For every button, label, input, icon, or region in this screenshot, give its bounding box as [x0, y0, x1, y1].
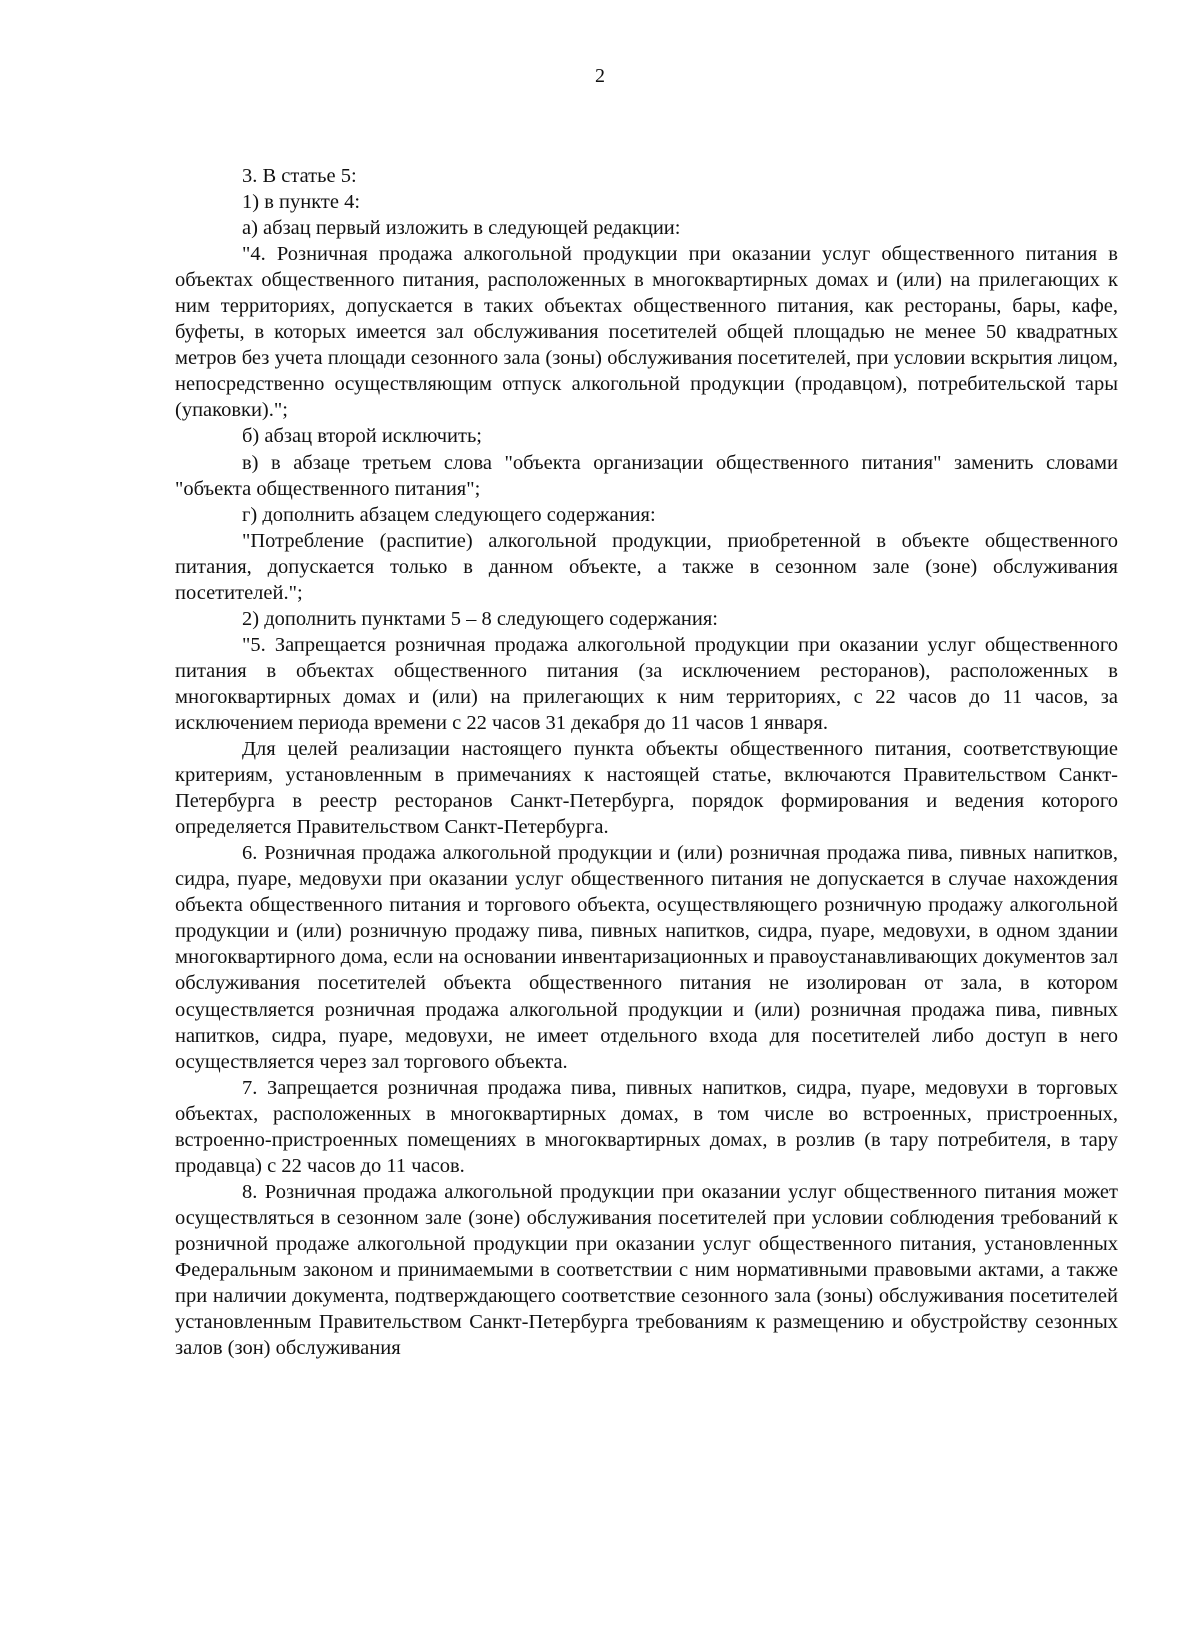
- paragraph-subitem-v: в) в абзаце третьем слова "объекта организации общественного питания" заменить словами "объекта общественного питания";: [175, 451, 1118, 500]
- paragraph-clause-6-text: 6. Розничная продажа алкогольной продукции и (или) розничная продажа пива, пивных напитков, сидра, пуаре, медовухи при оказании услуг общественного питания не допускается в случае нахождения объекта общественного питания и торгового объекта, осуществляющего розничную продажу алкогольной продукции и (или) розничную продажу пива, пивных напитков, сидра, пуаре, медовухи, в одном здании многоквартирного дома, если на основании инвентаризационных и правоустанавливающих документов зал обслуживания посетителей объекта общественного питания не изолирован от зала, в котором осуществляется розничная продажа алкогольной продукции и (или) розничная продажа пива, пивных напитков, сидра, пуаре, медовухи, не имеет отдельного входа для посетителей либо доступ в него осуществляется через зал торгового объекта.: [175, 842, 1118, 1073]
- paragraph-clause-5-registry: Для целей реализации настоящего пункта объекты общественного питания, соответствующие критериям, установленным в примечаниях к настоящей статье, включаются Правительством Санкт-Петербурга в реестр ресторанов Санкт-Петербурга, порядок формирования и ведения которого определяется Правительством Санкт-Петербурга.: [175, 738, 1118, 839]
- paragraph-clause-8-text: 8. Розничная продажа алкогольной продукции при оказании услуг общественного питания может осуществляться в сезонном зале (зоне) обслуживания посетителей при условии соблюдения требований к розничной продаже алкогольной продукции при оказании услуг общественного питания, установленных Федеральным законом и принимаемыми в соответствии с ним нормативными правовыми актами, а также при наличии документа, подтверждающего соответствие сезонного зала (зоны) обслуживания посетителей установленным Правительством Санкт-Петербурга требованиям к размещению и обустройству сезонных залов (зон) обслуживания: [175, 1180, 1118, 1360]
- paragraph-clause-4-text: "4. Розничная продажа алкогольной продукции при оказании услуг общественного питания в объектах общественного питания, расположенных в многоквартирных домах и (или) на прилегающих к ним территориях, допускается в таких объектах общественного питания, как рестораны, бары, кафе, буфеты, в которых имеется зал обслуживания посетителей общей площадью не менее 50 квадратных метров без учета площади сезонного зала (зоны) обслуживания посетителей, при условии вскрытия лицом, непосредственно осуществляющим отпуск алкогольной продукции (продавцом), потребительской тары (упаковки).";: [175, 243, 1118, 422]
- paragraph-article-5-heading: 3. В статье 5:: [242, 165, 357, 187]
- page-number: 2: [595, 65, 605, 87]
- document-body: [175, 163, 1118, 1361]
- paragraph-subitem-a: а) абзац первый изложить в следующей редакции:: [242, 217, 681, 240]
- paragraph-clause-7-text: 7. Запрещается розничная продажа пива, пивных напитков, сидра, пуаре, медовухи в торговых объектах, расположенных в многоквартирных домах, в том числе во встроенных, пристроенных, встроенно-пристроенных помещениях в многоквартирных домах, в розлив (в тару потребителя, в тару продавца) с 22 часов до 11 часов.: [175, 1076, 1118, 1177]
- paragraph-subitem-b: б) абзац второй исключить;: [242, 425, 482, 448]
- paragraph-subitem-g: г) дополнить абзацем следующего содержания:: [242, 503, 656, 526]
- paragraph-item-2-heading: 2) дополнить пунктами 5 – 8 следующего содержания:: [242, 607, 718, 630]
- paragraph-consumption-text: "Потребление (распитие) алкогольной продукции, приобретенной в объекте общественного питания, допускается только в данном объекте, а также в сезонном зале (зоне) обслуживания посетителей.";: [175, 529, 1118, 604]
- paragraph-clause-5-text: "5. Запрещается розничная продажа алкогольной продукции при оказании услуг общественного питания в объектах общественного питания (за исключением ресторанов), расположенных в многоквартирных домах и (или) на прилегающих к ним территориях, с 22 часов до 11 часов, за исключением периода времени с 22 часов 31 декабря до 11 часов 1 января.: [175, 633, 1118, 734]
- paragraph-item-1-heading: 1) в пункте 4:: [242, 191, 361, 214]
